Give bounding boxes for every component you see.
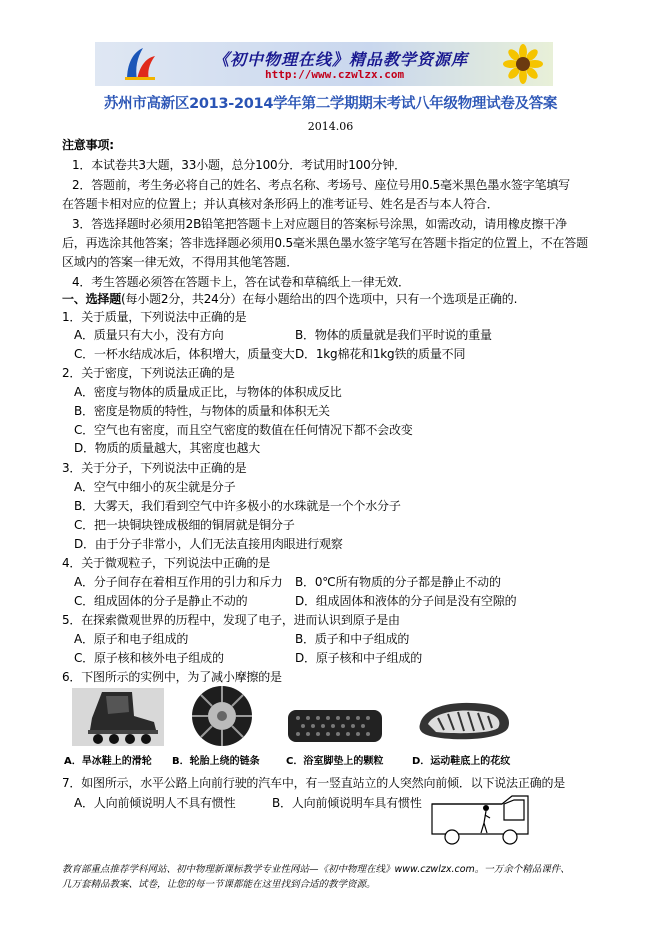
banner-title: 《初中物理在线》精品教学资源库 — [213, 50, 469, 69]
section-heading-rest: (每小题2分，共24分）在每小题给出的四个选项中，只有一个选项是正确的. — [121, 292, 518, 306]
question-stem: 3．关于分子，下列说法中正确的是 — [62, 461, 247, 475]
question-stem: 7．如图所示，水平公路上向前行驶的汽车中，有一竖直站立的人突然向前倾．以下说法正确的是 — [62, 776, 566, 790]
bath-mat-image — [286, 708, 384, 744]
option-a: A．质量只有大小，没有方向 — [74, 328, 224, 342]
option-c: C．组成固体的分子是静止不动的 — [74, 594, 248, 608]
section-heading-bold: 一、选择题 — [62, 292, 122, 306]
option-b: B．0℃所有物质的分子都是静止不动的 — [295, 575, 501, 589]
note-line: 1．本试卷共3大题，33小题，总分100分．考试用时100分钟． — [72, 158, 406, 172]
option-b: B．密度是物质的特性，与物体的质量和体积无关 — [74, 404, 330, 418]
note-line: 在答题卡相对应的位置上；并认真核对条形码上的准考证号、姓名是否与本人符合． — [62, 197, 499, 211]
note-line: 后，再选涂其他答案；答非选择题必须用0.5毫米黑色墨水签字笔写在答题卡指定的位置上，不在答题 — [62, 236, 588, 250]
option-c: C．原子核和核外电子组成的 — [74, 651, 224, 665]
option-d: D．组成固体和液体的分子间是没有空隙的 — [295, 594, 517, 608]
option-c: C．一杯水结成冰后，体积增大，质量变大 — [74, 347, 295, 361]
footer-line: 教育部重点推荐学科网站、初中物理新课标教学专业性网站—《初中物理在线》www.czwlzx.com。一万余个精品课件、 — [62, 864, 570, 875]
option-d: D．由于分子非常小，人们无法直接用肉眼进行观察 — [74, 537, 343, 551]
option-b: B．物体的质量就是我们平时说的重量 — [295, 328, 492, 342]
sneaker-sole-image — [414, 694, 514, 746]
site-logo-icon — [123, 46, 157, 82]
footer-line: 几万套精品教案、试卷，让您的每一节课都能在这里找到合适的教学资源。 — [62, 879, 376, 890]
note-line: 2．答题前，考生务必将自己的姓名、考点名称、考场号、座位号用0.5毫米黑色墨水签字笔填写 — [72, 178, 570, 192]
question-stem: 5．在探索微观世界的历程中，发现了电子，进而认识到原子是由 — [62, 613, 400, 627]
option-a: A．原子和电子组成的 — [74, 632, 189, 646]
option-a: A．空气中细小的灰尘就是分子 — [74, 480, 236, 494]
document-title: 苏州市高新区2013-2014学年第二学期期末考试八年级物理试卷及答案 — [103, 96, 558, 112]
page-footer — [62, 862, 622, 892]
figure-caption: A．旱冰鞋上的滑轮 — [64, 756, 152, 767]
banner-url: http://www.czwlzx.com — [265, 68, 405, 81]
note-line: 4．考生答题必须答在答题卡上，答在试卷和草稿纸上一律无效． — [72, 275, 410, 289]
option-a: A．分子间存在着相互作用的引力和斥力 — [74, 575, 283, 589]
option-c: C．把一块铜块锉成极细的铜屑就是铜分子 — [74, 518, 295, 532]
option-c: C．空气也有密度，而且空气密度的数值在任何情况下都不会改变 — [74, 423, 413, 437]
sunflower-icon — [499, 44, 547, 84]
option-d: D．原子核和中子组成的 — [295, 651, 423, 665]
question-stem: 4．关于微观粒子，下列说法中正确的是 — [62, 556, 271, 570]
option-b: B．大雾天，我们看到空气中许多极小的水珠就是一个个水分子 — [74, 499, 401, 513]
note-line: 3．答选择题时必须用2B铅笔把答题卡上对应题目的答案标号涂黑，如需改动，请用橡皮擦干净 — [72, 217, 567, 231]
figure-caption: C．浴室脚垫上的颗粒 — [286, 756, 384, 767]
header-banner — [95, 42, 553, 86]
car-with-passenger-diagram — [424, 790, 536, 848]
option-d: D．物质的质量越大，其密度也越大 — [74, 441, 261, 455]
option-b: B．人向前倾说明车具有惯性 — [272, 796, 422, 810]
notes-heading: 注意事项: — [62, 138, 114, 152]
document-date: 2014.06 — [307, 120, 354, 133]
question-stem: 1．关于质量，下列说法中正确的是 — [62, 310, 247, 324]
option-a: A．密度与物体的质量成正比，与物体的体积成反比 — [74, 385, 342, 399]
section-heading — [62, 291, 517, 307]
tire-chain-image — [190, 684, 254, 748]
option-d: D．1kg棉花和1kg铁的质量不同 — [295, 347, 466, 361]
option-a: A．人向前倾说明人不具有惯性 — [74, 796, 236, 810]
option-b: B．质子和中子组成的 — [295, 632, 410, 646]
note-line: 区域内的答案一律无效，不得用其他笔答题． — [62, 255, 299, 269]
question-stem: 2．关于密度，下列说法正确的是 — [62, 366, 235, 380]
roller-skate-image — [72, 688, 164, 746]
figure-caption: D．运动鞋底上的花纹 — [412, 756, 511, 767]
question-stem: 6．下图所示的实例中，为了减小摩擦的是 — [62, 670, 282, 684]
figure-caption: B．轮胎上绕的链条 — [172, 756, 260, 767]
